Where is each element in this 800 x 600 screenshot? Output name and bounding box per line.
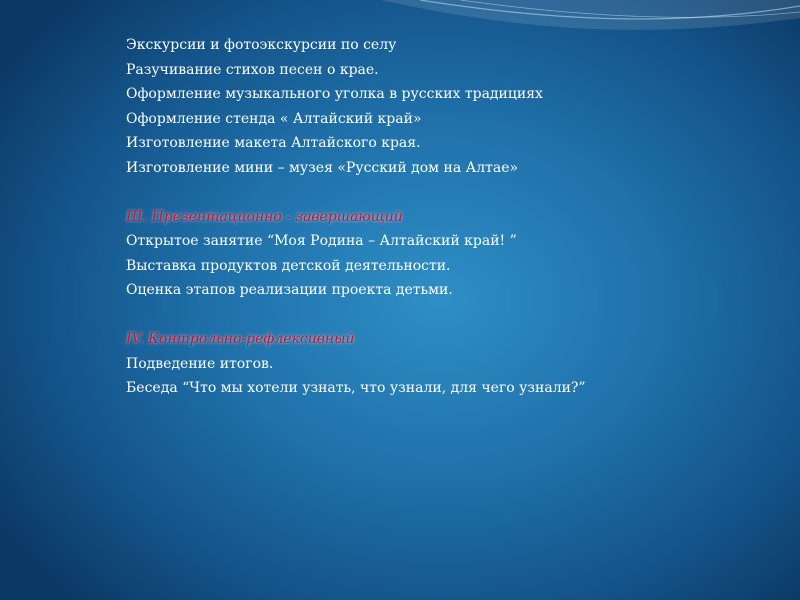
text-line: Беседа “Что мы хотели узнать, что узнали, для чего узнали?” <box>126 380 586 396</box>
text-line: Открытое занятие “Моя Родина – Алтайский край! ” <box>126 233 517 249</box>
text-line: Подведение итогов. <box>126 355 274 372</box>
text-line: Оформление музыкального уголка в русских традициях <box>126 86 543 102</box>
spacer <box>126 303 766 328</box>
section-heading-3: III. Презентационно - завершающий <box>126 208 403 225</box>
text-line: Экскурсии и фотоэкскурсии по селу <box>126 37 397 53</box>
slide-content <box>126 33 766 401</box>
text-line: Оформление стенда « Алтайский край» <box>126 110 422 127</box>
text-line: Изготовление мини – музея «Русский дом на Алтае» <box>126 159 519 176</box>
spacer <box>126 180 766 205</box>
text-line: Изготовление макета Алтайского края. <box>126 135 421 151</box>
text-line: Выставка продуктов детской деятельности. <box>126 257 451 274</box>
text-line: Оценка этапов реализации проекта детьми. <box>126 282 453 298</box>
section-heading-4: IV. Контрольно-рефлексивный <box>126 331 355 347</box>
text-line: Разучивание стихов песен о крае. <box>126 61 379 78</box>
